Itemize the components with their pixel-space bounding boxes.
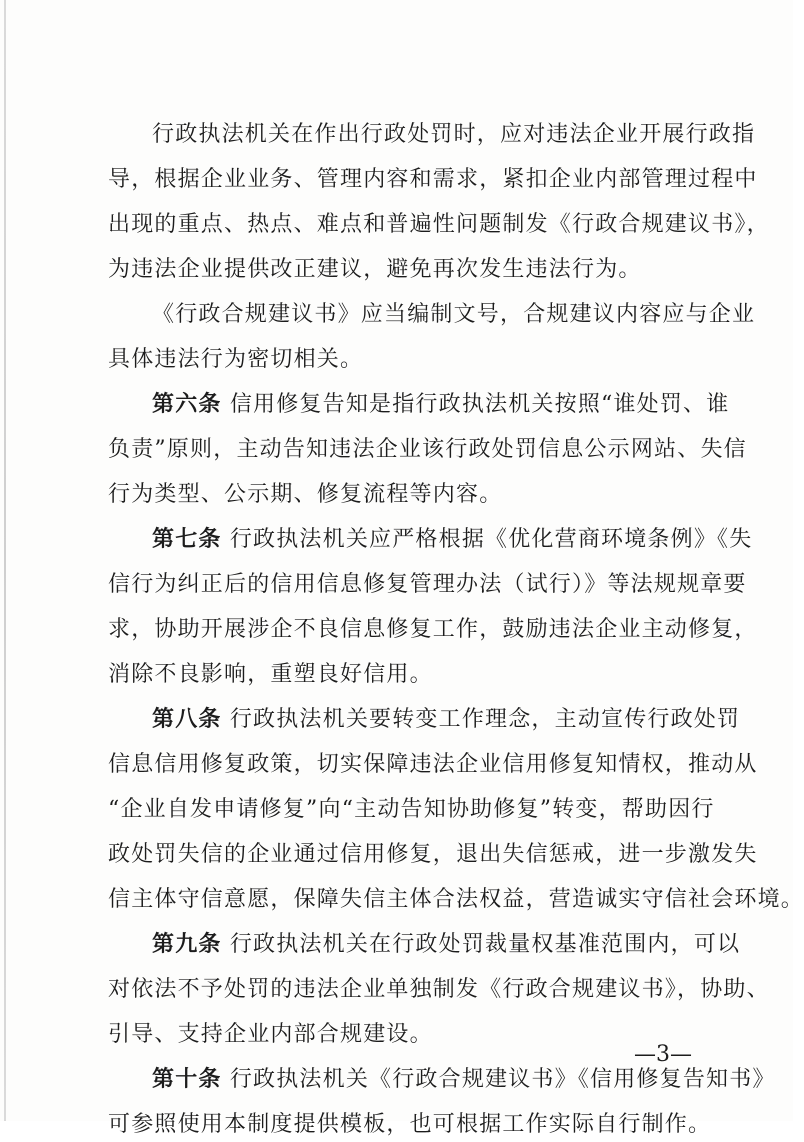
paragraph-line: 为违法企业提供改正建议，避免再次发生违法行为。 [108,257,642,282]
article-text: 行政执法机关在行政处罚裁量权基准范围内，可以 [229,932,741,957]
paragraph-line: 《行政合规建议书》应当编制文号，合规建议内容应与企业 [152,302,756,327]
paragraph-line: 消除不良影响，重塑良好信用。 [108,662,433,687]
paragraph-line: 导，根据企业业务、管理内容和需求，紧扣企业内部管理过程中 [108,167,758,192]
paragraph-line: 行为类型、公示期、修复流程等内容。 [108,482,503,507]
article-text: 行政执法机关应严格根据《优化营商环境条例》《失 [229,527,753,552]
paragraph-line: 信主体守信意愿，保障失信主体合法权益，营造诚实守信社会环境。 [108,887,804,912]
paragraph-line: 行政执法机关在作出行政处罚时，应对违法企业开展行政指 [152,122,756,147]
article-first-line [152,928,740,962]
article-heading: 第六条 [152,392,222,417]
paragraph-line: 对依法不予处罚的违法企业单独制发《行政合规建议书》，协助、 [108,977,770,1002]
article-text: 信用修复告知是指行政执法机关按照“谁处罚、谁 [229,392,730,417]
article-first-line [152,523,752,557]
article-text: 行政执法机关《行政合规建议书》《信用修复告知书》 [229,1067,776,1092]
article-heading: 第十条 [152,1067,222,1092]
paragraph-line: 可参照使用本制度提供模板，也可根据工作实际自行制作。 [108,1112,712,1137]
article-first-line [152,703,740,737]
article-first-line [152,388,729,422]
article-heading: 第七条 [152,527,222,552]
scan-edge [4,0,6,1121]
paragraph-line: 政处罚失信的企业通过信用修复，退出失信惩戒，进一步激发失 [108,842,758,867]
paragraph-line: 求，协助开展涉企不良信息修复工作，鼓励违法企业主动修复， [108,617,758,642]
article-heading: 第九条 [152,932,222,957]
paragraph-line: 引导、支持企业内部合规建设。 [108,1022,433,1047]
article-text: 行政执法机关要转变工作理念，主动宣传行政处罚 [229,707,741,732]
page-number: —3— [634,1042,692,1067]
paragraph-line: 出现的重点、热点、难点和普遍性问题制发《行政合规建议书》， [108,212,770,237]
paragraph-line: 信息信用修复政策，切实保障违法企业信用修复知情权，推动从 [108,752,758,777]
paragraph-line: 信行为纠正后的信用信息修复管理办法（试行）》等法规规章要 [108,572,747,597]
paragraph-line: 具体违法行为密切相关。 [108,347,364,372]
paragraph-line: “企业自发申请修复”向“主动告知协助修复”转变，帮助因行 [108,797,715,822]
article-heading: 第八条 [152,707,222,732]
paragraph-line: 负责”原则，主动告知违法企业该行政处罚信息公示网站、失信 [108,437,747,462]
